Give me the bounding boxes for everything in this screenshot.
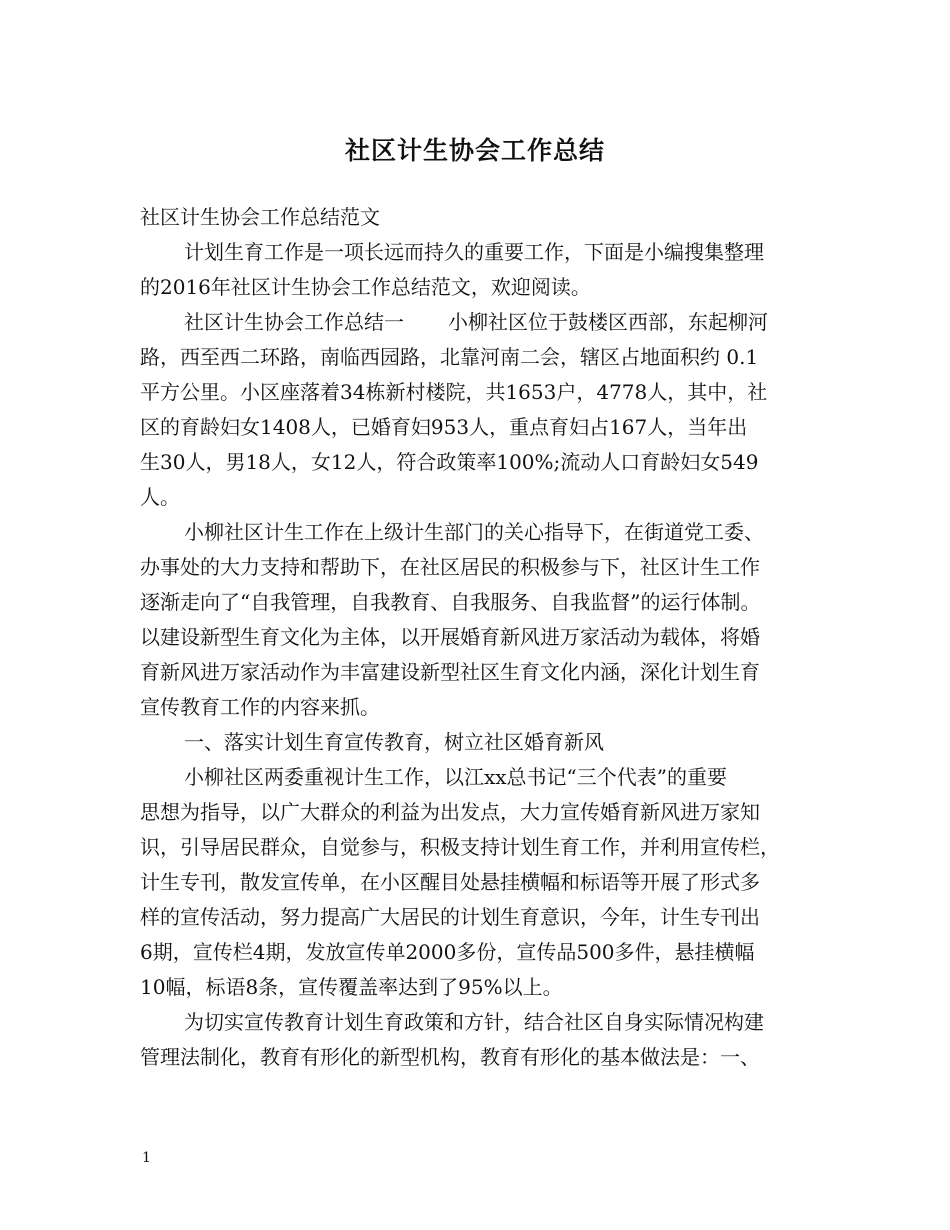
paragraph-line: 10幅，标语8条，宣传覆盖率达到了95%以上。	[140, 975, 563, 999]
paragraph-line: 管理法制化，教育有形化的新型机构，教育有形化的基本做法是：一、	[140, 1045, 760, 1069]
paragraph-line: 逐渐走向了“自我管理，自我教育、自我服务、自我监督”的运行体制。	[140, 590, 761, 614]
paragraph-line: 区的育龄妇女1408人，已婚育妇953人，重点育妇占167人，当年出	[140, 415, 748, 439]
paragraph-line: 小柳社区计生工作在上级计生部门的关心指导下，在街道党工委、	[184, 520, 764, 544]
paragraph-line: 计生专刊，散发宣传单，在小区醒目处悬挂横幅和标语等开展了形式多	[140, 870, 760, 894]
paragraph-line	[140, 305, 815, 340]
paragraph-line: 生30人，男18人，女12人，符合政策率100%;流动人口育龄妇女549	[140, 450, 759, 474]
paragraph-line: 宣传教育工作的内容来抓。	[140, 695, 380, 719]
paragraph-line: 计划生育工作是一项长远而持久的重要工作，下面是小编搜集整理	[184, 240, 764, 264]
paragraph-line: 思想为指导，以广大群众的利益为出发点，大力宣传婚育新风进万家知	[140, 800, 760, 824]
section-text: 小柳社区位于鼓楼区西部，东起柳河	[448, 310, 768, 334]
document-title: 社区计生协会工作总结	[344, 136, 605, 165]
paragraph-line: 识，引导居民群众，自觉参与，积极支持计划生育工作，并利用宣传栏，	[140, 835, 780, 859]
document-body	[140, 200, 815, 1075]
paragraph-line: 路，西至西二环路，南临西园路，北靠河南二会，辖区占地面积约 0.1	[140, 345, 759, 369]
paragraph-line: 育新风进万家活动作为丰富建设新型社区生育文化内涵，深化计划生育	[140, 660, 760, 684]
page-number: 1	[142, 1150, 151, 1166]
paragraph-line: 人。	[140, 485, 180, 509]
paragraph-line: 6期，宣传栏4期，发放宣传单2000多份，宣传品500多件，悬挂横幅	[140, 940, 755, 964]
section-label: 社区计生协会工作总结一	[184, 310, 404, 334]
paragraph-line: 小柳社区两委重视计生工作，以江xx总书记“三个代表”的重要	[184, 765, 728, 789]
paragraph-line: 的2016年社区计生协会工作总结范文，欢迎阅读。	[140, 275, 591, 299]
paragraph-line: 平方公里。小区座落着34栋新村楼院，共1653户，4778人，其中，社	[140, 380, 768, 404]
section-heading: 一、落实计划生育宣传教育，树立社区婚育新风	[184, 730, 604, 754]
paragraph-line: 办事处的大力支持和帮助下，在社区居民的积极参与下，社区计生工作	[140, 555, 760, 579]
paragraph-line: 为切实宣传教育计划生育政策和方针，结合社区自身实际情况构建	[184, 1010, 764, 1034]
paragraph-line: 样的宣传活动，努力提高广大居民的计划生育意识，今年，计生专刊出	[140, 905, 760, 929]
paragraph-line: 以建设新型生育文化为主体，以开展婚育新风进万家活动为载体，将婚	[140, 625, 760, 649]
subtitle-line: 社区计生协会工作总结范文	[140, 205, 380, 229]
